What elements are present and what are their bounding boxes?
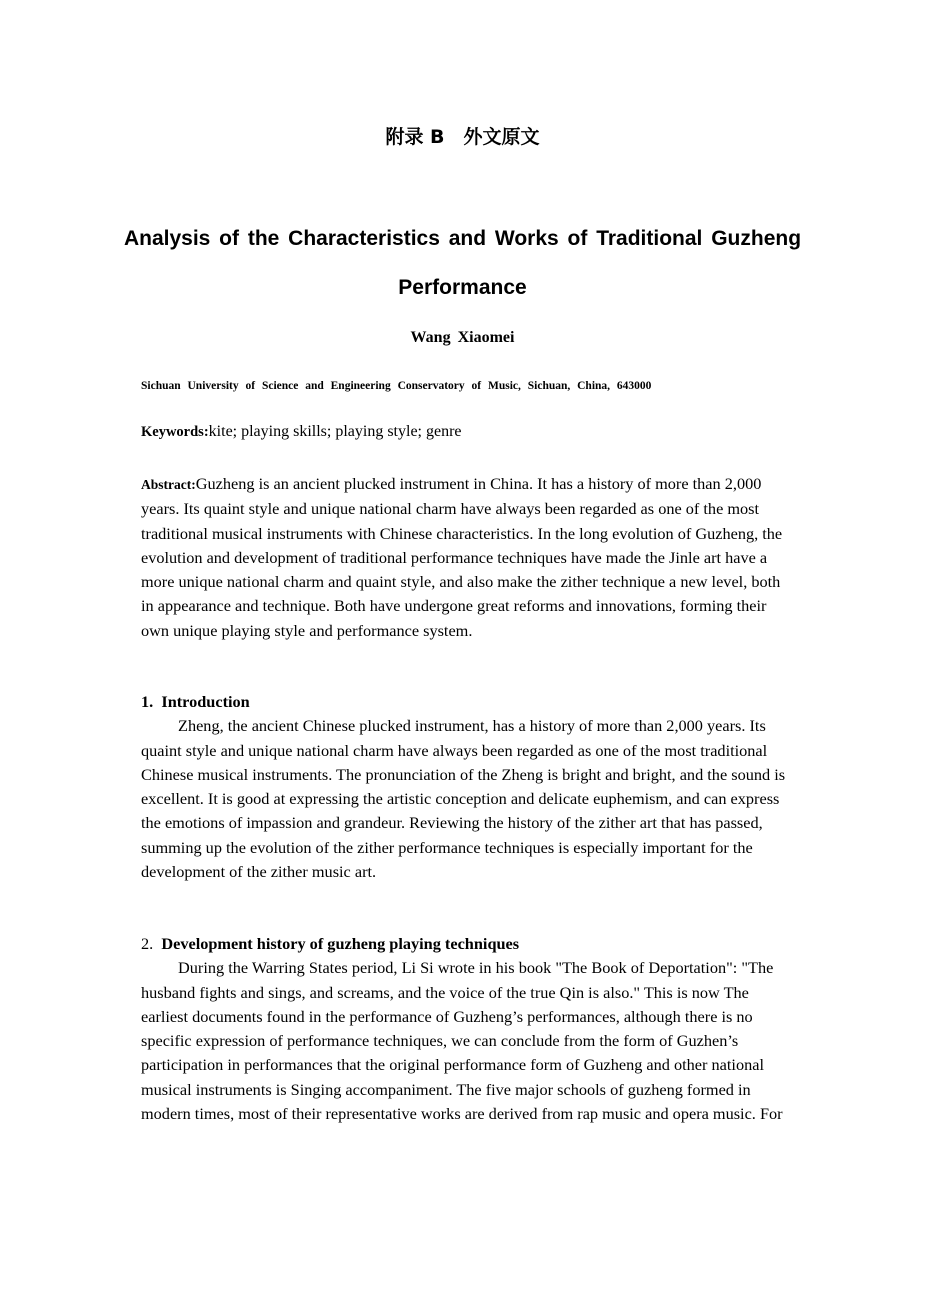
section-development-history — [141, 932, 789, 1126]
section-heading — [141, 932, 789, 956]
section-number: 2. — [141, 934, 154, 953]
keywords-line — [141, 421, 801, 443]
abstract-label: Abstract: — [141, 477, 196, 492]
author-name: Wang Xiaomei — [410, 329, 515, 346]
section-title: Introduction — [161, 692, 250, 711]
keywords-text: kite; playing skills; playing style; genre — [208, 423, 462, 440]
abstract-paragraph — [141, 472, 789, 643]
section-number: 1. — [141, 692, 154, 711]
section-heading — [141, 690, 789, 714]
section-title: Development history of guzheng playing techniques — [161, 934, 520, 953]
paper-title: Analysis of the Characteristics and Works of Traditional Guzheng Performance — [123, 227, 802, 299]
section-body: During the Warring States period, Li Si wrote in his book "The Book of Deportation": "The husband fights and sings, and screams, and the voice of the true Qin is also." This is now The earliest documents found in the performance of Guzheng’s performances, although there is no specific expression of performance techniques, we can conclude from the form of Guzhen’s participation in performances that the original performance form of Guzheng and other national musical instruments is Singing accompaniment. The five major schools of guzheng formed in modern times, most of their representative works are derived from rap music and opera music. For — [141, 958, 783, 1124]
section-introduction — [141, 690, 789, 884]
appendix-heading: 附录 B 外文原文 — [385, 126, 540, 148]
keywords-label: Keywords: — [141, 424, 209, 440]
abstract-text: Guzheng is an ancient plucked instrument in China. It has a history of more than 2,000 years. Its quaint style and unique national charm have always been regarded as one of the most traditional musical instruments with Chinese characteristics. In the long evolution of Guzheng, the evolution and development of traditional performance techniques have made the Jinle art have a more unique national charm and quaint style, and also make the zither technique a new level, both in appearance and technique. Both have undergone great reforms and innovations, forming their own unique playing style and performance system. — [141, 474, 783, 640]
section-body: Zheng, the ancient Chinese plucked instrument, has a history of more than 2,000 years. Its quaint style and unique national charm have always been regarded as one of the most traditional Chinese musical instruments. The pronunciation of the Zheng is bright and bright, and the sound is excellent. It is good at expressing the artistic conception and delicate euphemism, and can express the emotions of impassion and grandeur. Reviewing the history of the zither art that has passed, summing up the evolution of the zither performance techniques is especially important for the development of the zither music art. — [141, 716, 786, 882]
author-affiliation: Sichuan University of Science and Engineering Conservatory of Music, Sichuan, China, 643000 — [141, 380, 652, 392]
